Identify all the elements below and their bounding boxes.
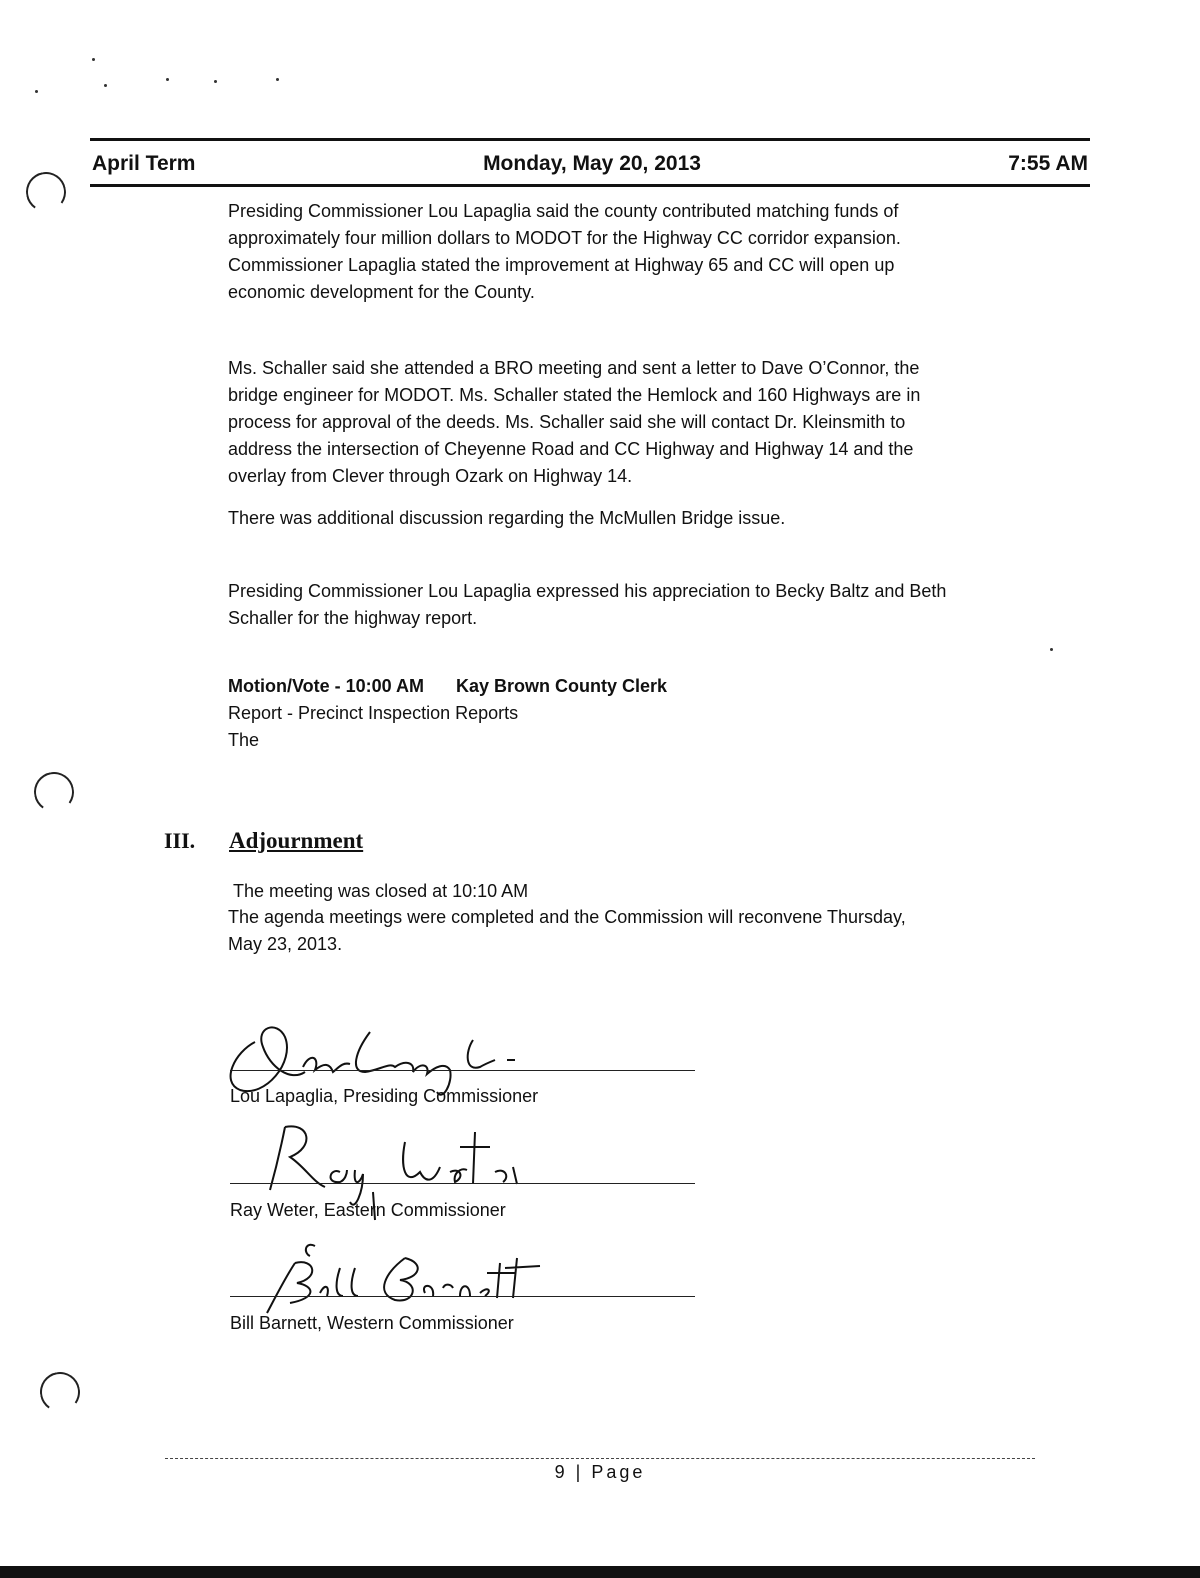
signature-bill-barnett — [255, 1238, 555, 1318]
motion-who: Kay Brown County Clerk — [456, 676, 668, 696]
motion-the: The — [228, 730, 260, 750]
footer-rule — [165, 1458, 1035, 1459]
text-line: process for approval of the deeds. Ms. Schaller said she will contact Dr. Kleinsmith to — [228, 412, 906, 432]
scan-speck — [104, 84, 107, 87]
text-line: Schaller for the highway report. — [228, 608, 478, 628]
motion-label: Motion/Vote - 10:00 AM — [228, 676, 425, 696]
signature-line-barnett — [230, 1296, 695, 1297]
text-line: The agenda meetings were completed and the Commission will reconvene Thursday, — [228, 907, 906, 927]
signature-caption-barnett: Bill Barnett, Western Commissioner — [230, 1313, 514, 1333]
scan-speck — [276, 78, 279, 81]
signature-line-weter — [230, 1183, 695, 1184]
scan-speck — [92, 58, 95, 61]
adjournment-text — [228, 878, 1028, 958]
header-time: 7:55 AM — [1008, 152, 1088, 175]
motion-report: Report - Precinct Inspection Reports — [228, 703, 519, 723]
scan-speck — [35, 90, 38, 93]
binder-hole-bottom — [37, 1369, 83, 1415]
motion-vote-block — [228, 673, 1028, 754]
text-line: There was additional discussion regarding the McMullen Bridge issue. — [228, 508, 786, 528]
text-line: Presiding Commissioner Lou Lapaglia said the county contributed matching funds of — [228, 201, 899, 221]
header-top-rule — [90, 138, 1090, 141]
binder-hole-middle — [31, 769, 77, 815]
page-number: 9 | Page — [554, 1462, 646, 1482]
header-date: Monday, May 20, 2013 — [483, 152, 701, 175]
text-line: overlay from Clever through Ozark on Highway 14. — [228, 466, 633, 486]
page-bottom-edge — [0, 1566, 1200, 1578]
motion-line — [228, 673, 1028, 700]
text-line: economic development for the County. — [228, 282, 535, 302]
text-line: approximately four million dollars to MODOT for the Highway CC corridor expansion. — [228, 228, 901, 248]
scan-speck — [1050, 648, 1053, 651]
paragraph-mcmullen-bridge — [228, 505, 1028, 532]
signature-caption-weter: Ray Weter, Eastern Commissioner — [230, 1200, 506, 1220]
text-line: May 23, 2013. — [228, 934, 343, 954]
paragraph-appreciation — [228, 578, 1028, 632]
text-line: Commissioner Lapaglia stated the improvement at Highway 65 and CC will open up — [228, 255, 895, 275]
text-line: The meeting was closed at 10:10 AM — [233, 881, 529, 901]
paragraph-bro-meeting — [228, 355, 1028, 490]
signature-caption-lapaglia: Lou Lapaglia, Presiding Commissioner — [230, 1086, 539, 1106]
section-heading: Adjournment — [229, 828, 364, 853]
text-line: address the intersection of Cheyenne Road and CC Highway and Highway 14 and the — [228, 439, 914, 459]
text-line: Presiding Commissioner Lou Lapaglia expressed his appreciation to Becky Baltz and Beth — [228, 581, 947, 601]
text-line: Ms. Schaller said she attended a BRO meeting and sent a letter to Dave O’Connor, the — [228, 358, 920, 378]
paragraph-matching-funds — [228, 198, 1028, 306]
scan-speck — [214, 80, 217, 83]
signature-line-lapaglia — [230, 1070, 695, 1071]
header-term: April Term — [92, 152, 196, 175]
section-numeral: III. — [164, 828, 196, 853]
text-line: bridge engineer for MODOT. Ms. Schaller stated the Hemlock and 160 Highways are in — [228, 385, 921, 405]
scan-speck — [166, 78, 169, 81]
header-bottom-rule — [90, 184, 1090, 187]
